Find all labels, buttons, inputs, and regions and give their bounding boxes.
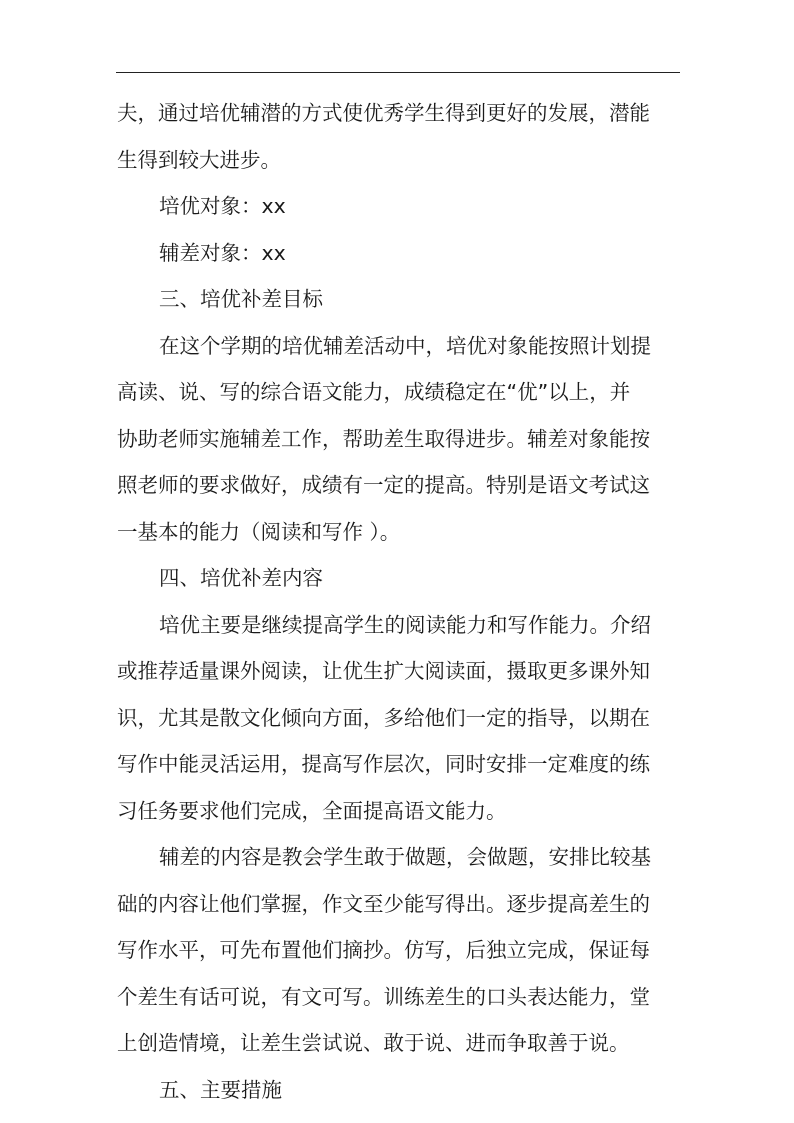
paragraph-struggling-students-line: 上创造情境，让差生尝试说、敢于说、进而争取善于说。 — [117, 1031, 630, 1055]
struggling-students-label: 辅差对象：xx — [159, 240, 286, 265]
section-heading-measures: 五、主要措施 — [159, 1077, 282, 1102]
paragraph-continuation-line: 生得到较大进步。 — [117, 147, 281, 172]
paragraph-top-students-line: 写作中能灵活运用，提高写作层次，同时安排一定难度的练 — [117, 752, 650, 776]
section-heading-content: 四、培优补差内容 — [159, 566, 323, 590]
header-rule — [116, 72, 680, 73]
document-body — [117, 90, 679, 1113]
paragraph-goals-line: 在这个学期的培优辅差活动中，培优对象能按照计划提 — [159, 333, 651, 358]
top-students-label: 培优对象：xx — [159, 194, 286, 218]
paragraph-top-students-line: 培优主要是继续提高学生的阅读能力和写作能力。介绍 — [159, 612, 651, 637]
paragraph-struggling-students-line: 辅差的内容是教会学生敢于做题，会做题，安排比较基 — [159, 845, 651, 869]
paragraph-top-students-line: 或推荐适量课外阅读，让优生扩大阅读面，摄取更多课外知 — [117, 659, 650, 683]
paragraph-goals-line: 照老师的要求做好，成绩有一定的提高。特别是语文考试这 — [117, 473, 650, 497]
paragraph-continuation-line: 夫，通过培优辅潜的方式使优秀学生得到更好的发展，潜能 — [117, 101, 650, 125]
paragraph-goals-line: 一基本的能力（阅读和写作 ）。 — [117, 519, 401, 544]
paragraph-struggling-students-line: 写作水平，可先布置他们摘抄。仿写，后独立完成，保证每 — [117, 938, 650, 962]
section-heading-goals: 三、培优补差目标 — [159, 287, 323, 311]
paragraph-struggling-students-line: 个差生有话可说，有文可写。训练差生的口头表达能力，堂 — [117, 984, 650, 1009]
paragraph-goals-line: 高读、说、写的综合语文能力，成绩稳定在“优”以上，并 — [117, 380, 631, 404]
paragraph-top-students-line: 识，尤其是散文化倾向方面，多给他们一定的指导，以期在 — [117, 705, 650, 730]
paragraph-top-students-line: 习任务要求他们完成，全面提高语文能力。 — [117, 798, 507, 823]
paragraph-struggling-students-line: 础的内容让他们掌握，作文至少能写得出。逐步提高差生的 — [117, 891, 650, 916]
paragraph-goals-line: 协助老师实施辅差工作，帮助差生取得进步。辅差对象能按 — [117, 426, 650, 451]
